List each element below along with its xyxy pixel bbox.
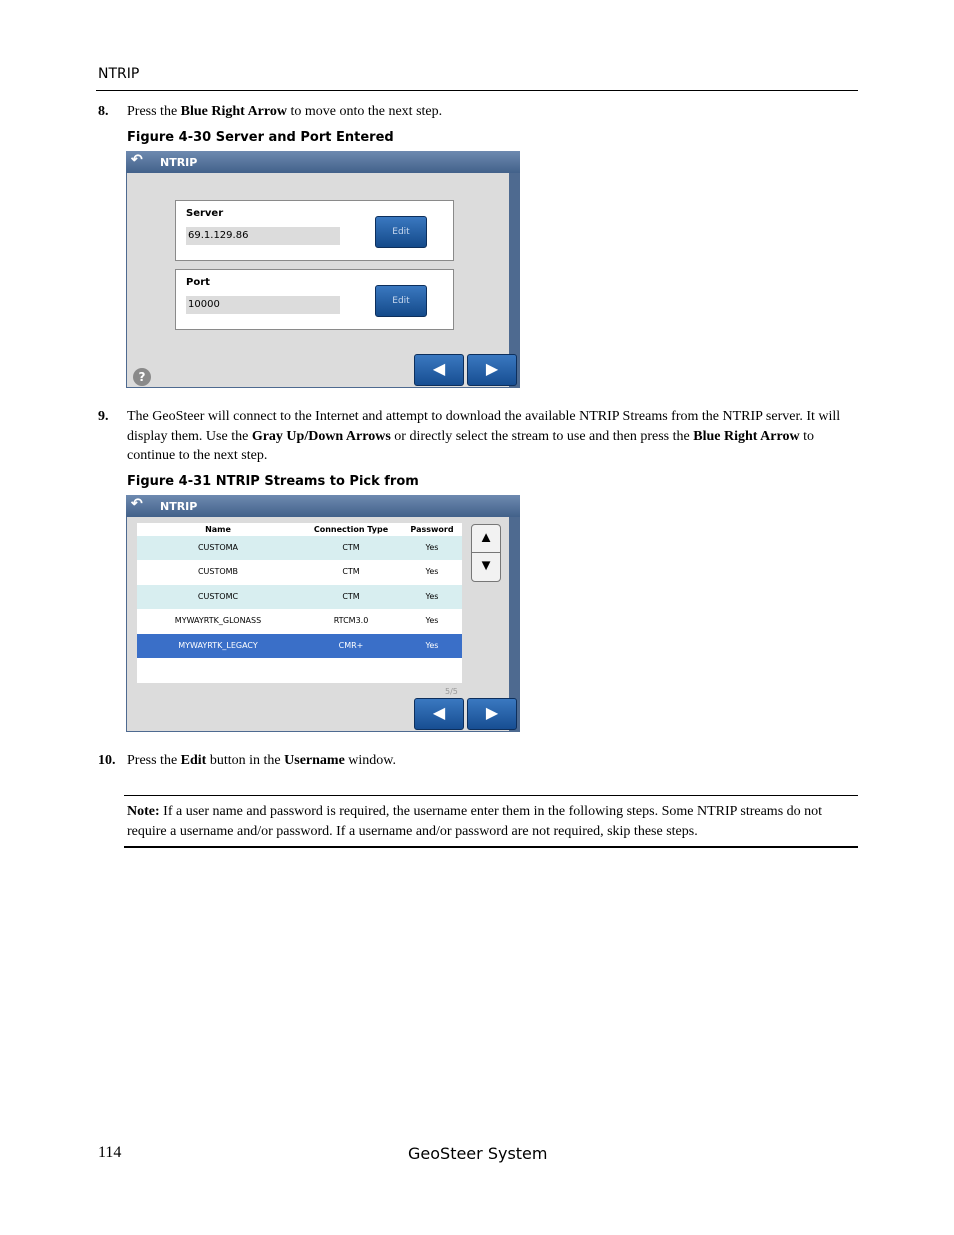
page-indicator: 5/5 [445,687,458,696]
step-number: 10. [98,753,116,768]
step-8 [98,102,858,122]
page-number: 114 [98,1144,122,1161]
stream-password: Yes [425,592,439,601]
server-box [175,200,454,261]
table-row[interactable] [137,536,462,560]
prev-arrow-button[interactable]: ◀ [414,354,464,386]
port-field[interactable]: 10000 [186,296,340,314]
step-10 [98,751,858,771]
header-rule [96,90,858,91]
scroll-down-button[interactable]: ▼ [478,558,494,574]
step-number: 9. [98,409,109,424]
next-arrow-button[interactable]: ▶ [467,354,517,386]
prev-arrow-button[interactable]: ◀ [414,698,464,730]
table-row[interactable] [137,560,462,584]
column-header-name: Name [205,525,231,534]
note-text: If a user name and password is required, the username enter them in the following steps. Some NTRIP streams do not require a username and/or password. If a username and/or password are not required, skip these steps. [127,804,823,839]
step-number: 8. [98,104,109,119]
ntrip-server-screen [126,151,520,388]
next-arrow-button[interactable]: ▶ [467,698,517,730]
back-arrow-icon[interactable]: ↶ [131,153,143,168]
stream-connection-type: CMR+ [338,641,364,650]
server-label: Server [186,208,224,219]
stream-name: MYWAYRTK_GLONASS [174,616,262,625]
stream-connection-type: RTCM3.0 [333,616,369,625]
stream-name: CUSTOMB [197,567,239,576]
port-edit-button[interactable]: Edit [375,285,427,317]
step-text: Press the Edit button in the Username window. [127,753,396,768]
step-text: Press the Blue Right Arrow to move onto the next step. [127,104,443,119]
stream-password: Yes [425,641,439,650]
streams-table [137,523,462,683]
screen-content [127,173,509,387]
back-arrow-icon[interactable]: ↶ [131,497,143,512]
screen-title: NTRIP [160,500,198,513]
stream-connection-type: CTM [342,592,360,601]
help-icon[interactable]: ? [133,368,151,386]
stream-name: CUSTOMC [197,592,239,601]
column-header-password: Password [410,525,454,534]
stream-password: Yes [425,616,439,625]
table-row[interactable] [137,609,462,633]
stream-name: CUSTOMA [197,543,239,552]
screen-title: NTRIP [160,156,198,169]
stream-password: Yes [425,543,439,552]
note-top-rule [124,795,858,796]
note-bottom-rule [124,846,858,848]
figure-caption: Figure 4-31 NTRIP Streams to Pick from [127,474,419,489]
note-block [127,802,855,841]
title-bar [126,151,520,173]
ntrip-streams-screen [126,495,520,732]
screen-content [127,517,509,731]
port-label: Port [186,277,210,288]
table-row-selected[interactable] [137,634,462,658]
column-header-connection-type: Connection Type [313,525,389,534]
stream-password: Yes [425,567,439,576]
footer-title: GeoSteer System [408,1144,548,1163]
note-label: Note: [127,804,160,819]
stream-name: MYWAYRTK_LEGACY [178,641,258,650]
figure-caption: Figure 4-30 Server and Port Entered [127,130,394,145]
running-header: NTRIP [98,66,140,82]
server-field[interactable]: 69.1.129.86 [186,227,340,245]
table-row[interactable] [137,585,462,609]
stream-connection-type: CTM [342,543,360,552]
table-header [137,523,462,536]
port-box [175,269,454,330]
step-9 [98,407,858,467]
server-edit-button[interactable]: Edit [375,216,427,248]
scroll-arrows [471,524,501,582]
scroll-up-button[interactable]: ▲ [472,525,500,553]
step-text: The GeoSteer will connect to the Internet and attempt to download the available NTRIP Streams from the NTRIP server. It will display them. Use the Gray Up/Down Arrows or directly select the stream to use and then press the Blue Right Arrow to continue to the next step. [127,409,841,463]
stream-connection-type: CTM [342,567,360,576]
title-bar [126,495,520,517]
